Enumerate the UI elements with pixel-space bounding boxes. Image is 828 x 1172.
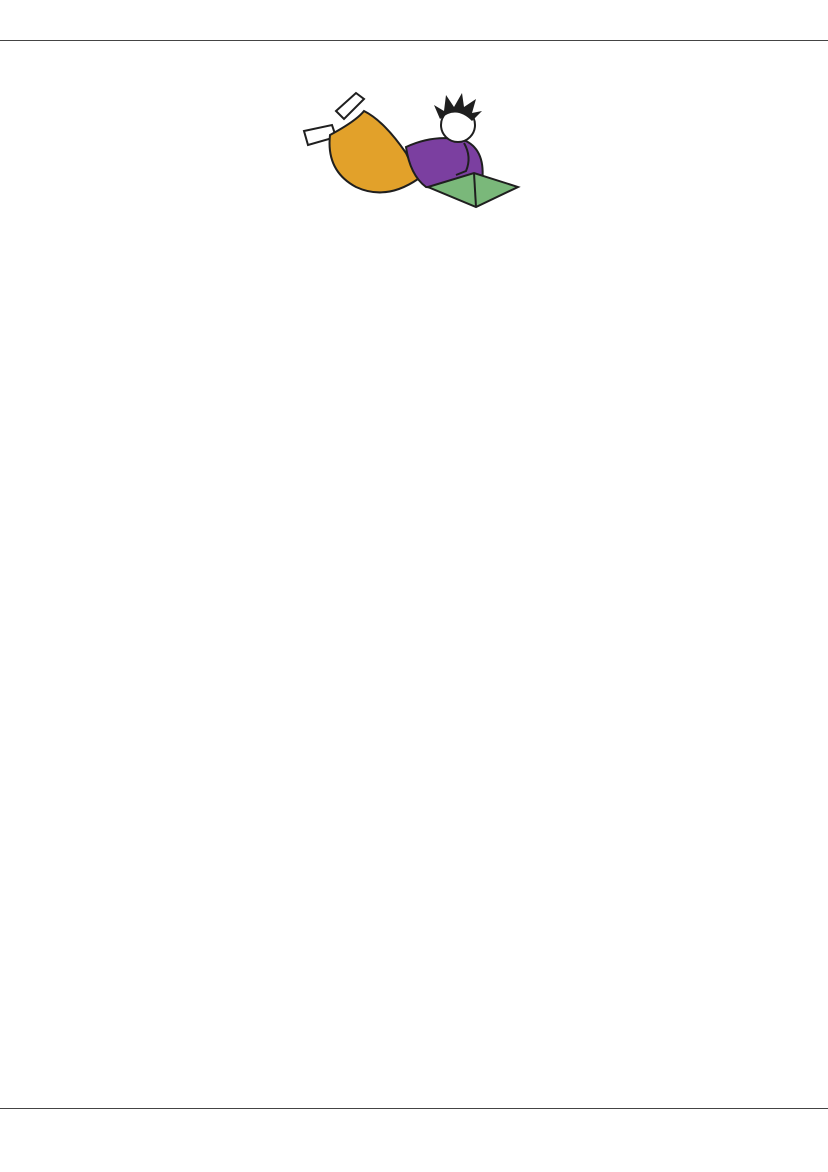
footer-rule xyxy=(0,1108,828,1109)
instruction-list xyxy=(86,73,786,239)
reading-child-drawing xyxy=(296,91,536,221)
reading-child-illustration xyxy=(86,91,786,221)
header-rule xyxy=(0,40,828,41)
